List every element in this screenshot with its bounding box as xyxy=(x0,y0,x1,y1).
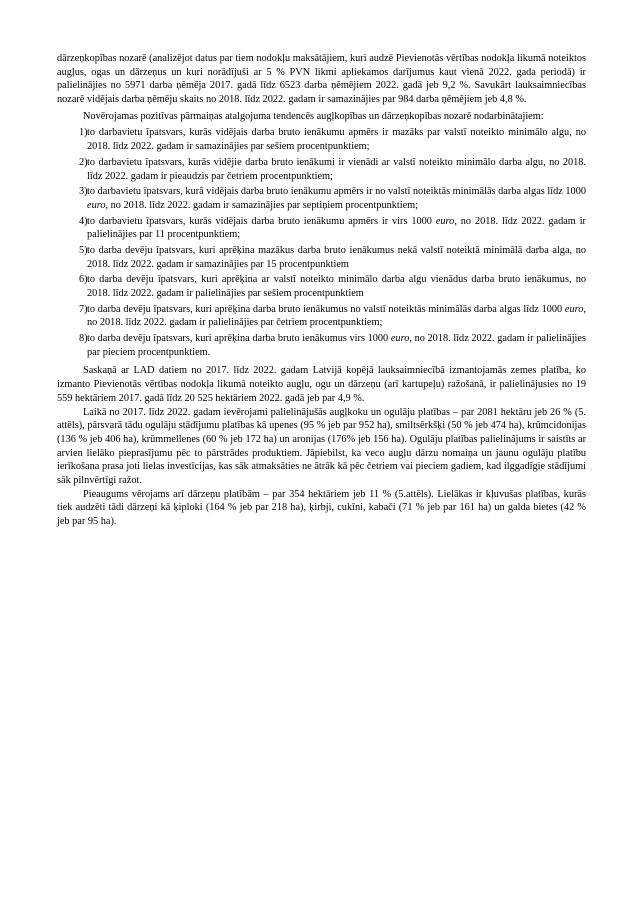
list-item-marker: 7) xyxy=(79,303,88,315)
list-item xyxy=(57,332,586,359)
list-item-marker: 2) xyxy=(79,156,88,168)
paragraph-lad-data: Saskaņā ar LAD datiem no 2017. līdz 2022. gadam Latvijā kopējā lauksaimniecībā izmantojamās zemes platība, ko izmanto Pievienotās vērtības nodokļa likumā noteikto augļu, ogu un dārzeņu (arī kartupeļu) ražošanā, ir palielinājusies no 19 559 hektāriem 2017. gadā līdz 20 525 hektāriem 2022. gadā jeb par 4,9 %. xyxy=(57,365,586,404)
list-item xyxy=(57,303,586,330)
list-item-marker: 5) xyxy=(79,244,88,256)
list-item-text: to darbavietu īpatsvars, kurā vidējais darba bruto ienākumu apmērs ir no valstī noteiktās minimālās darba algas līdz 1000 euro, no 2018. līdz 2022. gadam ir samazinājies par septiņiem procentpunktiem; xyxy=(87,186,586,211)
list-item-text: to darbavietu īpatsvars, kurās vidējie darba bruto ienākumi ir vienādi ar valstī noteikto minimālo darba algu, no 2018. līdz 2022. gadam ir pieaudzis par četriem procentpunktiem; xyxy=(87,156,586,182)
list-item-text: to darbavietu īpatsvars, kurās vidējais darba bruto ienākumu apmērs ir mazāks par valstī noteikto minimālo algu, no 2018. līdz 2022. gadam ir samazinājies par sešiem procentpunktiem; xyxy=(87,127,586,153)
list-item-text: to darba devēju īpatsvars, kuri aprēķina ar valstī noteikto minimālo darba algu vienādus darba bruto ienākumus, no 2018. līdz 2022. gadam ir palielinājies par sešiem procentpunktiem xyxy=(87,274,586,299)
list-item xyxy=(57,215,586,242)
list-item-marker: 8) xyxy=(79,333,88,345)
list-item-marker: 4) xyxy=(79,215,88,227)
list-item xyxy=(57,156,586,183)
list-item xyxy=(57,185,586,212)
paragraph-vegetable-areas: Pieaugums vērojams arī dārzeņu platībām – par 354 hektāriem jeb 11 % (5.attēls). Lielākas ir kļuvušas platības, kurās tiek audzēti tādi dārzeņi kā ķiploki (164 % jeb par 218 ha), ķirbji, cukīni, kabači (71 % jeb par 161 ha) un galda bietes (42 % jeb par 95 ha). xyxy=(57,488,586,527)
list-item-marker: 6) xyxy=(79,274,88,286)
list-item-marker: 3) xyxy=(79,186,88,198)
list-item-text: to darba devēju īpatsvars, kuri aprēķina darba bruto ienākumus virs 1000 euro, no 2018. līdz 2022. gadam ir palielinājies par pieciem procentpunktiem. xyxy=(87,333,586,358)
list-item-marker: 1) xyxy=(79,127,88,139)
paragraph-list-intro: Novērojamas pozitīvas pārmaiņas atalgojuma tendencēs augļkopības un dārzeņkopības nozarē nodarbinātajiem: xyxy=(83,110,544,122)
paragraph-orchard-areas: Laikā no 2017. līdz 2022. gadam ievērojami palielinājušās augļkoku un ogulāju platības – par 2081 hektāru jeb 26 % (5. attēls), pārsvarā tādu ogulāju stādījumu platības kā upenes (95 % jeb par 952 ha), smiltsērkšķi (50 % jeb 474 ha), krūmcidonijas (136 % jeb 406 ha), krūmmellenes (60 % jeb 172 ha) un aronijas (176% jeb 156 ha). Ogulāju platības palielinājums ir saistīts ar arvien lielāko pieprasījumu pēc to pārstrādes produktiem. Jāpiebilst, ka veco augļu dārzu nomaiņa un jaunu ogulāju platību ierīkošana prasa joti lielas investīcijas, kas sāk atmaksāties ne ātrāk kā pēc četriem vai pieciem gadiem, kad ilggadīgie stādījumi sāk pilnvērtīgi ražot. xyxy=(57,406,586,486)
numbered-list xyxy=(57,126,586,359)
list-item xyxy=(57,244,586,271)
list-item xyxy=(57,273,586,300)
list-item-text: to darbavietu īpatsvars, kurās vidējais darba bruto ienākumu apmērs ir virs 1000 euro, no 2018. līdz 2022. gadam ir palielinājies par 11 procentpunktiem; xyxy=(87,215,586,241)
paragraph-continuation: dārzeņkopības nozarē (analizējot datus par tiem nodokļu maksātājiem, kuri audzē Pievienotās vērtības nodokļa likumā noteiktos augļus, ogas un dārzeņus un kuri norādījuši ar 5 % PVN likmi apliekamos darījumus kaut vienā 2022. gada periodā) ir palielinājies no 5971 darba ņēmēja 2017. gadā līdz 6523 darba ņēmējiem 2022. gadā jeb 9,2 %. Savukārt lauksaimniecības nozarē vidējais darba ņēmēju skaits no 2018. līdz 2022. gadam ir samazinājies par 984 darba ņēmējiem jeb 4,8 %. xyxy=(57,53,586,106)
list-item-text: to darba devēju īpatsvars, kuri aprēķina darba bruto ienākumus no valstī noteiktās minimālās darba algas līdz 1000 euro, no 2018. līdz 2022. gadam ir palielinājies par četriem procentpunktiem; xyxy=(87,303,586,329)
list-item xyxy=(57,126,586,153)
list-item-text: to darba devēju īpatsvars, kuri aprēķina mazākus darba bruto ienākumus nekā valstī noteiktā minimālā darba alga, no 2018. līdz 2022. gadam ir samazinājies par 15 procentpunktiem xyxy=(87,244,586,270)
